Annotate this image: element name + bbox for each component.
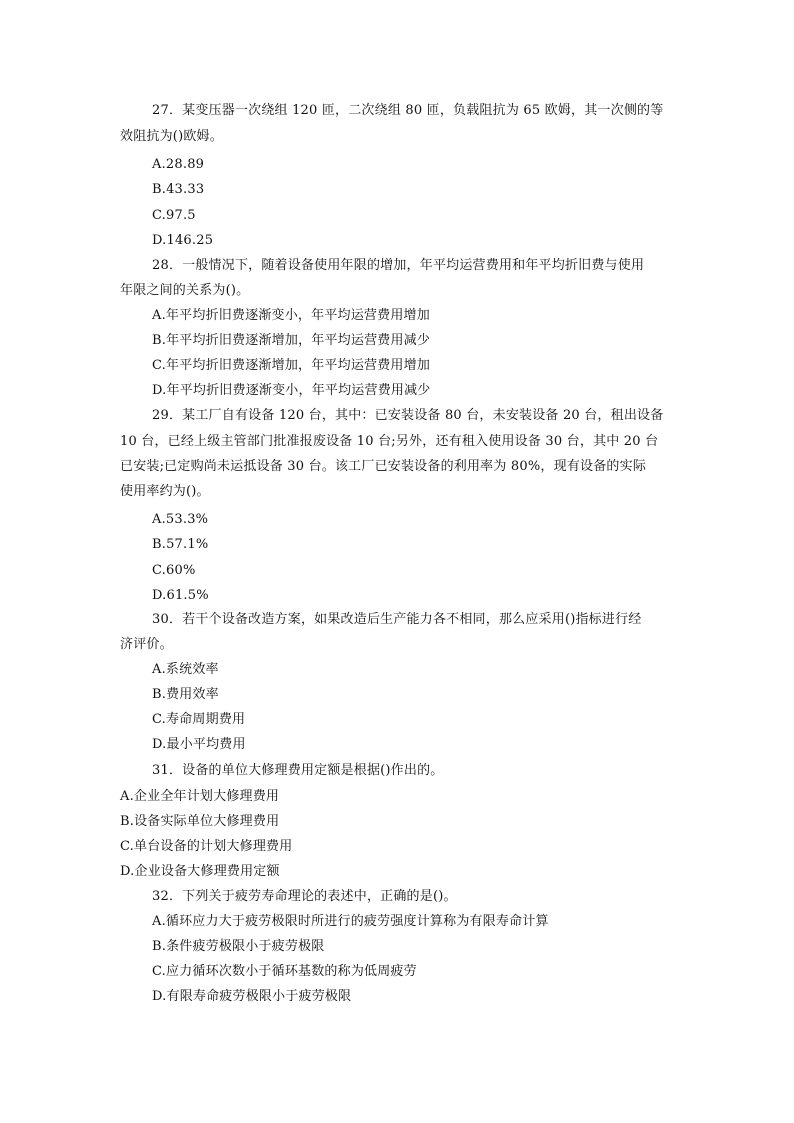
option-32-a: A.循环应力大于疲劳极限时所进行的疲劳强度计算称为有限寿命计算 xyxy=(152,914,549,929)
question-28-line-1: 28．一般情况下，随着设备使用年限的增加，年平均运营费用和年平均折旧费与使用 xyxy=(152,258,645,273)
option-30-b: B.费用效率 xyxy=(152,687,219,702)
question-30-line-2: 济评价。 xyxy=(120,637,173,652)
option-28-d: D.年平均折旧费逐渐变小，年平均运营费用减少 xyxy=(152,383,431,398)
question-29-line-2: 10 台，已经上级主管部门批准报废设备 10 台;另外，还有租入使用设备 30 台，其中 20 台 xyxy=(120,434,659,449)
option-28-c: C.年平均折旧费逐渐增加，年平均运营费用增加 xyxy=(152,358,431,373)
option-30-c: C.寿命周期费用 xyxy=(152,712,246,727)
question-30-line-1: 30．若干个设备改造方案，如果改造后生产能力各不相同，那么应采用()指标进行经 xyxy=(152,612,642,627)
question-29-line-4: 使用率约为()。 xyxy=(120,484,210,499)
question-31-line-1: 31．设备的单位大修理费用定额是根据()作出的。 xyxy=(152,763,444,778)
question-27-line-1: 27．某变压器一次绕组 120 匝，二次绕组 80 匝，负载阻抗为 65 欧姆，其一次侧的等 xyxy=(152,103,664,118)
option-28-b: B.年平均折旧费逐渐增加，年平均运营费用减少 xyxy=(152,333,431,348)
option-27-b: B.43.33 xyxy=(152,182,205,197)
option-30-d: D.最小平均费用 xyxy=(152,737,246,752)
option-27-a: A.28.89 xyxy=(152,157,205,172)
question-28-line-2: 年限之间的关系为()。 xyxy=(120,283,250,298)
option-32-b: B.条件疲劳极限小于疲劳极限 xyxy=(152,939,325,954)
question-27-line-2: 效阻抗为()欧姆。 xyxy=(120,129,223,144)
option-32-d: D.有限寿命疲劳极限小于疲劳极限 xyxy=(152,989,352,1004)
question-29-line-3: 已安装;已定购尚未运抵设备 30 台。该工厂已安装设备的利用率为 80%，现有设备的实际 xyxy=(120,459,647,474)
option-29-a: A.53.3% xyxy=(152,512,209,527)
option-32-c: C.应力循环次数小于循环基数的称为低周疲劳 xyxy=(152,964,417,979)
option-28-a: A.年平均折旧费逐渐变小，年平均运营费用增加 xyxy=(152,308,430,323)
option-31-b: B.设备实际单位大修理费用 xyxy=(120,814,280,829)
option-31-d: D.企业设备大修理费用定额 xyxy=(120,864,280,879)
option-29-b: B.57.1% xyxy=(152,537,209,552)
option-29-c: C.60% xyxy=(152,563,196,578)
option-31-c: C.单台设备的计划大修理费用 xyxy=(120,839,293,854)
option-30-a: A.系统效率 xyxy=(152,662,219,677)
option-31-a: A.企业全年计划大修理费用 xyxy=(120,789,280,804)
option-27-d: D.146.25 xyxy=(152,233,214,248)
question-32-line-1: 32．下列关于疲劳寿命理论的表述中，正确的是()。 xyxy=(152,889,457,904)
question-29-line-1: 29．某工厂自有设备 120 台，其中：已安装设备 80 台，未安装设备 20 台，租出设备 xyxy=(152,408,664,423)
option-27-c: C.97.5 xyxy=(152,208,196,223)
option-29-d: D.61.5% xyxy=(152,588,209,603)
